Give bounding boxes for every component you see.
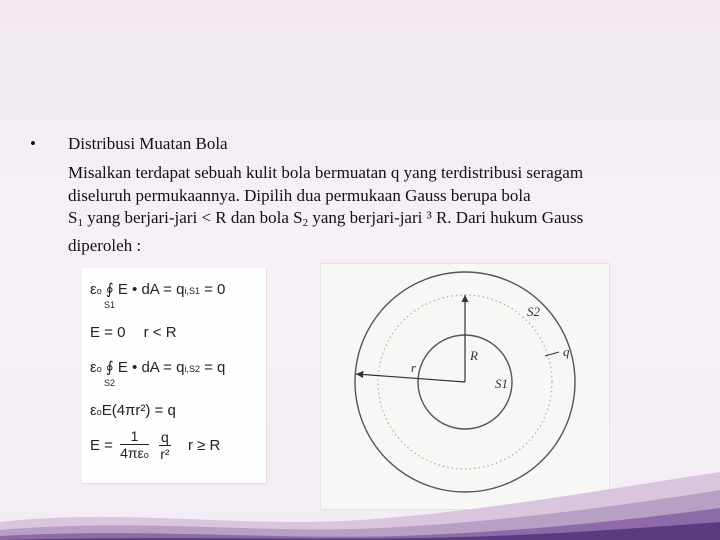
- s2-subscript: 2: [302, 217, 309, 229]
- paragraph-line-3-mid: yang berjari-jari < R dan bola S: [82, 208, 303, 227]
- label-R: R: [470, 348, 478, 363]
- contour-integral-icon: ∮: [105, 359, 114, 376]
- label-s1: S1: [495, 376, 508, 391]
- paragraph-line-2: diseluruh permukaannya. Dipilih dua permukaan Gauss berupa bola: [68, 185, 531, 205]
- equation-4: εoE(4πr²) = q: [90, 402, 176, 419]
- s1-subscript: 1: [77, 217, 83, 229]
- equation-2: E = 0 r < R: [90, 324, 177, 341]
- bullet-icon: •: [30, 134, 36, 153]
- contour-integral-icon: ∮: [105, 281, 114, 298]
- paragraph-line-4: diperoleh :: [68, 235, 142, 255]
- fraction-q-over-r2: $\frac{q}{\text{r²}}$: [160, 429, 170, 462]
- label-s2: S2: [527, 304, 540, 319]
- label-r: r: [411, 360, 417, 375]
- paragraph-line-3: [68, 207, 688, 235]
- s1-symbol: S: [68, 208, 78, 227]
- paragraph-line-3-end: yang berjari-jari ³ R. Dari hukum Gauss: [308, 208, 584, 227]
- description-paragraph: [68, 162, 688, 257]
- decorative-wave-footer: [0, 460, 720, 540]
- bullet-title: Distribusi Muatan Bola: [68, 134, 228, 153]
- paragraph-line-1: Misalkan terdapat sebuah kulit bola bermuatan q yang terdistribusi seragam: [68, 163, 584, 182]
- equations-image: [82, 268, 267, 484]
- fraction-coulomb-constant: $\frac{1}{\text{4πεo}}$: [120, 428, 149, 461]
- equation-5: E = $\frac{1}{\text{4πεo}}$ $\frac{q}{\text{r²}}$ r ≥ R: [90, 428, 221, 462]
- label-q: q: [563, 344, 570, 359]
- equation-1: εo ∮ E • dA = qi,S1 = 0: [90, 281, 226, 298]
- charge-leader-line: [545, 352, 559, 356]
- equation-1-surface: S1: [104, 300, 116, 310]
- equation-3: εo ∮ E • dA = qi,S2 = q: [90, 359, 226, 376]
- radius-r-arrow: [356, 374, 465, 382]
- equation-3-surface: S2: [104, 378, 116, 388]
